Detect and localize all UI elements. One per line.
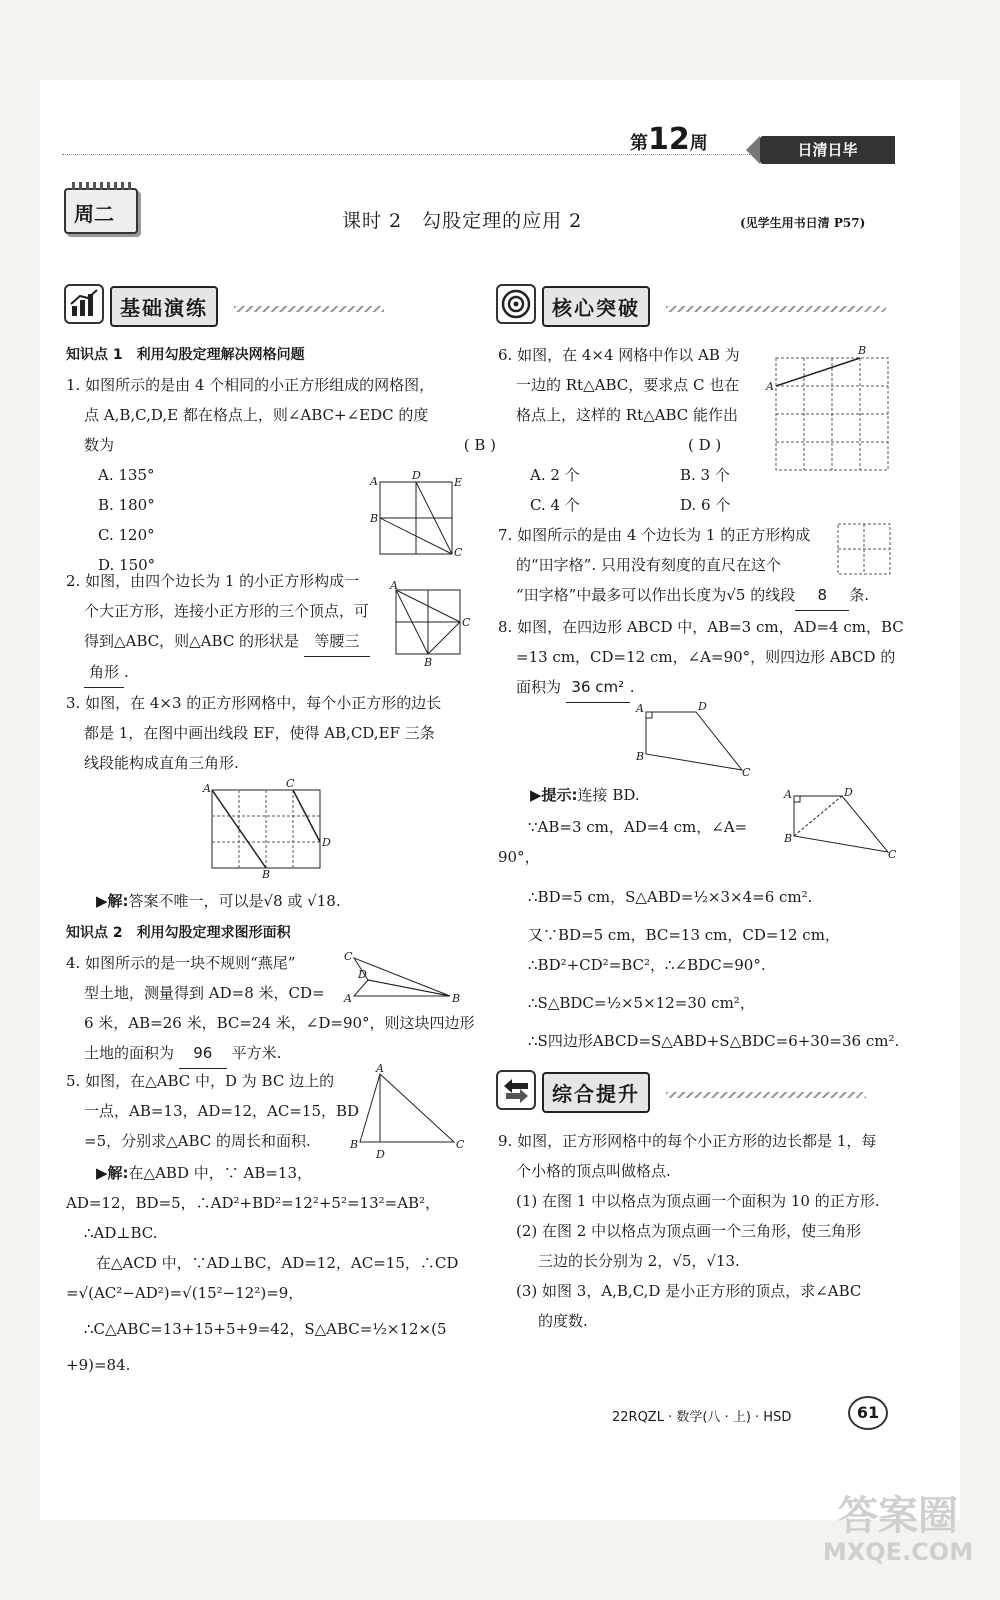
q8-figure — [630, 700, 760, 779]
solution-arrow-icon: ▶ — [96, 1164, 108, 1182]
q5-figure — [350, 1064, 466, 1160]
question-5: 5. 如图，在△ABC 中，D 为 BC 边上的 一点，AB=13，AD=12，AC=15，BD =5，分别求△ABC 的周长和面积. — [66, 1072, 360, 1150]
svg-text:A: A — [766, 380, 774, 393]
svg-text:B: B — [636, 750, 645, 763]
svg-text:B: B — [424, 656, 433, 669]
svg-text:A: A — [203, 782, 211, 795]
workbook-page — [40, 80, 960, 1520]
q3-figure — [200, 777, 331, 881]
question-7: 7. 如图所示的是由 4 个边长为 1 的正方形构成 的“田字格”. 只用没有刻度的直尺在这个 “田字格”中最多可以作出长度为√5 的线段 8 条. — [498, 520, 898, 611]
week-badge-arrow — [746, 136, 760, 164]
svg-text:C: C — [742, 766, 751, 779]
day-tab: 周二 — [64, 188, 138, 234]
section-stripes — [234, 306, 384, 312]
q4-figure — [340, 950, 464, 1006]
svg-text:D: D — [412, 469, 421, 482]
svg-text:C: C — [456, 1138, 465, 1151]
svg-text:A: A — [636, 702, 644, 715]
page-number: 61 — [848, 1396, 888, 1430]
knowledge-point-2: 知识点 2 利用勾股定理求图形面积 — [66, 925, 291, 941]
lesson-title: 课时 2 勾股定理的应用 2 — [342, 210, 583, 232]
footer-code: 22RQZL · 数学(八 · 上) · HSD — [612, 1410, 792, 1425]
section-comprehensive: 综合提升 — [496, 1070, 896, 1110]
question-6: 6. 如图，在 4×4 网格中作以 AB 为 一边的 Rt△ABC，要求点 C 也在 格点上，这样的 Rt△ABC 能作出 ( D ) — [498, 340, 778, 460]
svg-text:C: C — [888, 848, 897, 861]
svg-text:A: A — [784, 788, 792, 801]
q1-answer: ( B ) — [463, 436, 496, 454]
hint-arrow-icon: ▶ — [530, 786, 542, 804]
svg-text:D: D — [376, 1148, 385, 1161]
q3-solution: ▶解:答案不唯一，可以是√8 或 √18. — [96, 892, 341, 910]
svg-text:E: E — [454, 476, 463, 489]
svg-text:C: C — [462, 616, 471, 629]
knowledge-point-1: 知识点 1 利用勾股定理解决网格问题 — [66, 347, 305, 363]
question-9: 9. 如图，正方形网格中的每个小正方形的边长都是 1，每 个小格的顶点叫做格点. (1) 在图 1 中以格点为顶点画一个面积为 10 的正方形. (2) 在图 2 中以格点为顶点画一个三角形，使三角形 三边的长分别为 2，√5，√13. (3) 如图 3，A,B,C,D 是小正方形的顶点，求∠ABC 的度数. — [498, 1132, 880, 1330]
q6-answer: ( D ) — [688, 436, 722, 454]
svg-text:B: B — [262, 868, 271, 881]
q5-solution: ▶解:在△ABD 中，∵ AB=13， AD=12，BD=5，∴AD²+BD²=12²+5²=13²=AB²， ∴AD⊥BC. 在△ACD 中，∵AD⊥BC，AD=12，AC=15，∴CD =√(AC²−AD²)=√(15²−12²)=9， ∴C△ABC=13+15+5+9=42，S△ABC=½×12×(5 +9)=84. — [66, 1164, 459, 1374]
q8-hint-body: ∵AB=3 cm，AD=4 cm，∠A= 90°， ∴BD=5 cm，S△ABD=½×3×4=6 cm². 又∵BD=5 cm，BC=13 cm，CD=12 cm， ∴BD²+CD²=BC²，∴∠BDC=90°. ∴S△BDC=½×5×12=30 cm²， ∴S四边形ABCD=S△ABD+S△BDC=6+30=36 cm². — [498, 818, 900, 1050]
section-basic: 基础演练 — [64, 284, 394, 324]
svg-text:A: A — [390, 579, 398, 592]
q2-figure — [386, 579, 471, 672]
svg-text:A: A — [376, 1062, 384, 1075]
svg-text:B: B — [370, 512, 379, 525]
q1-options: A. 135° B. 180° C. 120° D. 150° — [98, 466, 156, 574]
question-3: 3. 如图，在 4×3 的正方形网格中，每个小正方形的边长 都是 1，在图中画出线段 EF，使得 AB,CD,EF 三条 线段能构成直角三角形. — [66, 694, 442, 772]
svg-text:B: B — [858, 344, 867, 357]
svg-text:B: B — [784, 832, 793, 845]
day-tab-rings — [72, 182, 132, 190]
q6-options: A. 2 个 B. 3 个 C. 4 个 D. 6 个 — [530, 466, 731, 514]
svg-text:D: D — [844, 786, 853, 799]
svg-text:D: D — [358, 968, 367, 981]
student-book-ref: (见学生用书日清 P57) — [740, 216, 866, 230]
solution-arrow-icon: ▶ — [96, 892, 108, 910]
watermark: 答案圈 MXQE.COM — [822, 1493, 974, 1566]
question-4: 4. 如图所示的是一块不规则“燕尾” 型土地，测量得到 AD=8 米，CD= 6 米，AB=26 米，BC=24 米，∠D=90°，则这块四边形 土地的面积为 96 平方米. — [66, 948, 476, 1069]
question-2: 2. 如图，由四个边长为 1 的小正方形构成一 个大正方形，连接小正方形的三个顶点，可 得到△ABC，则△ABC 的形状是 等腰三 角形 . — [66, 566, 386, 688]
week-heading: 第12周 — [630, 122, 708, 157]
section-core: 核心突破 — [496, 284, 896, 324]
svg-text:D: D — [322, 836, 331, 849]
question-8: 8. 如图，在四边形 ABCD 中，AB=3 cm，AD=4 cm，BC =13 cm，CD=12 cm，∠A=90°，则四边形 ABCD 的 面积为 36 cm² . — [498, 612, 918, 703]
bar-chart-icon — [64, 284, 104, 324]
section-stripes — [666, 306, 886, 312]
q2-answer-2: 角形 — [84, 657, 124, 688]
q8-hint-line: ▶提示:连接 BD. — [530, 786, 640, 804]
svg-text:B: B — [452, 992, 461, 1005]
q8-answer: 36 cm² — [566, 672, 630, 703]
svg-text:C: C — [454, 546, 463, 559]
svg-text:D: D — [698, 700, 707, 713]
week-badge: 日清日毕 — [760, 136, 895, 164]
q7-figure — [834, 520, 894, 578]
q1-figure — [366, 469, 466, 559]
q4-answer: 96 — [179, 1038, 227, 1069]
section-stripes — [666, 1092, 866, 1098]
q6-figure — [764, 344, 894, 478]
svg-text:A: A — [344, 992, 352, 1005]
svg-text:C: C — [286, 777, 295, 790]
target-icon — [496, 284, 536, 324]
header-divider — [62, 154, 752, 155]
svg-text:C: C — [344, 950, 353, 963]
q2-answer-1: 等腰三 — [304, 626, 370, 657]
svg-text:A: A — [370, 475, 378, 488]
exchange-arrows-icon — [496, 1070, 536, 1110]
question-1: 1. 如图所示的是由 4 个相同的小正方形组成的网格图， 点 A,B,C,D,E 都在格点上，则∠ABC+∠EDC 的度 数为 ( B ) — [66, 370, 466, 460]
q7-answer: 8 — [795, 580, 849, 611]
svg-text:B: B — [350, 1138, 359, 1151]
